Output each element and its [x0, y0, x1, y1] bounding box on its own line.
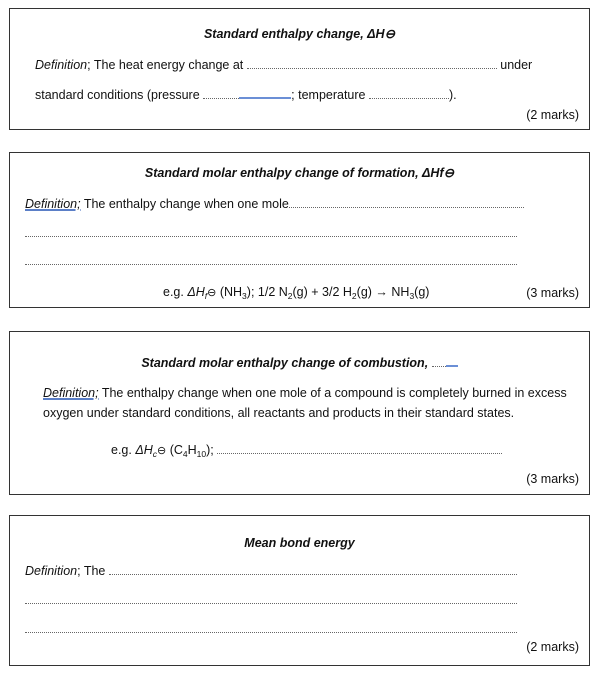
definition-label: Definition — [25, 564, 78, 578]
pressure-blank[interactable] — [203, 88, 239, 99]
subscript: 3 — [242, 291, 247, 301]
eq-part: ); — [206, 443, 214, 457]
subscript: 2 — [287, 291, 293, 301]
example-line — [163, 285, 429, 299]
definition-line-2: oxygen under standard conditions, all reactants and products in their standard states. — [43, 406, 515, 420]
section-title: Mean bond energy — [244, 536, 355, 550]
conditions-end: ). — [448, 88, 457, 102]
conditions-line — [35, 88, 457, 102]
section-standard-enthalpy-change — [9, 8, 590, 130]
answer-line[interactable] — [25, 264, 517, 265]
marks-label: (3 marks) — [526, 286, 579, 300]
example-line — [111, 443, 502, 457]
subscript: 2 — [351, 291, 357, 301]
answer-blank[interactable] — [289, 197, 524, 208]
standard-state-icon: ⊖ — [207, 287, 217, 299]
delta-h-symbol: ΔH — [187, 285, 205, 299]
eq-part: (C — [166, 443, 183, 457]
eq-part: (g) → NH — [356, 285, 410, 299]
pressure-mark — [239, 88, 291, 99]
definition-text: The heat energy change at — [90, 58, 244, 72]
definition-after: under — [496, 58, 533, 72]
section-title-line — [10, 356, 589, 370]
standard-state-icon: ⊖ — [157, 445, 167, 457]
eq-part: ); 1/2 N — [246, 285, 288, 299]
title-mark — [446, 356, 458, 367]
section-title: Standard enthalpy change, ΔH⊖ — [203, 27, 396, 41]
title-blank[interactable] — [432, 356, 446, 367]
subscript: 4 — [182, 449, 188, 459]
answer-line[interactable] — [25, 603, 517, 604]
conditions-mid: ; temperature — [291, 88, 369, 102]
example-prefix: e.g. — [111, 443, 136, 457]
definition-label: Definition; — [25, 197, 81, 211]
subscript-f: f — [204, 291, 208, 301]
eq-part: (NH — [216, 285, 243, 299]
delta-h-symbol: ΔH — [135, 443, 153, 457]
definition-label: Definition; — [43, 386, 99, 400]
temperature-blank[interactable] — [369, 88, 449, 99]
subscript: 3 — [409, 291, 415, 301]
answer-blank[interactable] — [247, 58, 497, 69]
definition-text: The enthalpy change when one mole of a compound is completely burned in excess — [98, 386, 567, 400]
section-title: Standard molar enthalpy change of formation, ΔHf⊖ — [144, 166, 455, 180]
section-enthalpy-combustion — [9, 331, 590, 495]
subscript-c: c — [152, 449, 157, 459]
eq-part: (g) + 3/2 H — [292, 285, 352, 299]
marks-label: (2 marks) — [526, 640, 579, 654]
definition-line — [25, 564, 517, 578]
definition-text: ; The — [77, 564, 109, 578]
section-enthalpy-formation — [9, 152, 590, 308]
definition-line — [25, 197, 524, 211]
eq-part: (g) — [414, 285, 430, 299]
marks-label: (2 marks) — [526, 108, 579, 122]
answer-line[interactable] — [25, 236, 517, 237]
section-mean-bond-energy — [9, 515, 590, 666]
example-prefix: e.g. — [163, 285, 188, 299]
marks-label: (3 marks) — [526, 472, 579, 486]
conditions-start: standard conditions (pressure — [35, 88, 204, 102]
subscript: 10 — [196, 449, 207, 459]
definition-text: The enthalpy change when one mole — [80, 197, 289, 211]
answer-line[interactable] — [25, 632, 517, 633]
definition-separator: ; — [87, 58, 91, 72]
definition-line — [35, 58, 532, 72]
answer-blank[interactable] — [217, 443, 502, 454]
answer-blank[interactable] — [109, 564, 517, 575]
section-title: Standard molar enthalpy change of combustion, — [141, 356, 432, 370]
definition-label: Definition — [35, 58, 88, 72]
eq-part: H — [187, 443, 197, 457]
definition-line — [43, 386, 567, 400]
